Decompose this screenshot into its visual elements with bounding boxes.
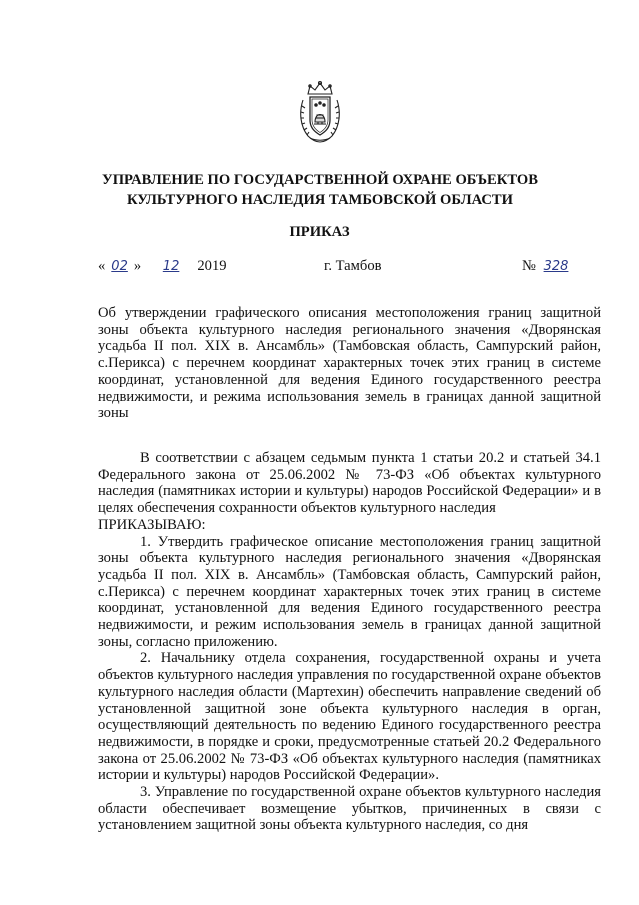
order-word: ПРИКАЗЫВАЮ: <box>98 516 206 533</box>
handwritten-day: 02 <box>111 259 128 274</box>
order-item-3: 3. Управление по государственной охране объектов культурного наследия области обеспечивает возмещение убытков, причиненных в связи с установлением защитной зоны объекта культурного наследия, со дня <box>98 784 601 834</box>
order-item-2: 2. Начальнику отдела сохранения, государственной охраны и учета объектов культурного наследия управления по государственной охране объектов культурного наследия области (Мартехин) обеспечить направление сведений об установленной защитной зоне объекта культурного наследия в орган, осуществляющий деятельность по ведению Единого государственного реестра недвижимости, в порядке и сроки, предусмотренные статьей 20.2 Федерального закона от 25.06.2002 № 73-ФЗ «Об объектах культурного наследия (памятниках истории и культуры) народов Российской Федерации». <box>98 650 601 784</box>
preamble-paragraph: В соответствии с абзацем седьмым пункта 1 статьи 20.2 и статьей 34.1 Федерального закона от 25.06.2002 № 73-ФЗ «Об объектах культурного наследия (памятниках истории и культуры) народов Российской Федерации» и в целях обеспечения сохранности объектов культурного наследия <box>98 450 601 517</box>
issuing-authority-name <box>70 170 570 210</box>
order-number <box>522 258 580 275</box>
handwritten-number: 328 <box>543 259 569 274</box>
handwritten-month: 12 <box>162 259 180 274</box>
order-body <box>98 450 601 834</box>
authority-line-2: КУЛЬТУРНОГО НАСЛЕДИЯ ТАМБОВСКОЙ ОБЛАСТИ <box>126 192 514 208</box>
document-type-title: ПРИКАЗ <box>289 224 350 240</box>
order-city: г. Тамбов <box>324 258 382 274</box>
order-dateline <box>98 258 598 278</box>
order-item-1: 1. Утвердить графическое описание местоположения границ защитной зоны объекта культурного наследия регионального значения «Дворянская усадьба II пол. XIX в. Ансамбль» (Тамбовская область, Сампурский район, с.Перикса) с перечнем координат характерных точек этих границ в системе координат, установленной для ведения Единого государственного реестра недвижимости, и режим использования земель в границах данной защитной зоны, согласно приложению. <box>98 533 601 650</box>
order-date <box>98 258 227 275</box>
authority-line-1: УПРАВЛЕНИЕ ПО ГОСУДАРСТВЕННОЙ ОХРАНЕ ОБЪЕКТОВ <box>102 172 538 188</box>
number-sign: № <box>522 258 536 274</box>
order-subject: Об утверждении графического описания местоположения границ защитной зоны объекта культурного наследия регионального значения «Дворянская усадьба II пол. XIX в. Ансамбль» (Тамбовская область, Сампурский район, с.Перикса) с перечнем координат характерных точек этих границ в системе координат, установленной для ведения Единого государственного реестра недвижимости, и режима использования земель в границах данной защитной зоны <box>98 305 601 422</box>
order-year: 2019 <box>197 258 227 274</box>
date-quote-open: « <box>98 258 106 274</box>
tambov-coat-of-arms-emblem <box>296 80 344 144</box>
date-quote-close: » <box>133 258 142 274</box>
